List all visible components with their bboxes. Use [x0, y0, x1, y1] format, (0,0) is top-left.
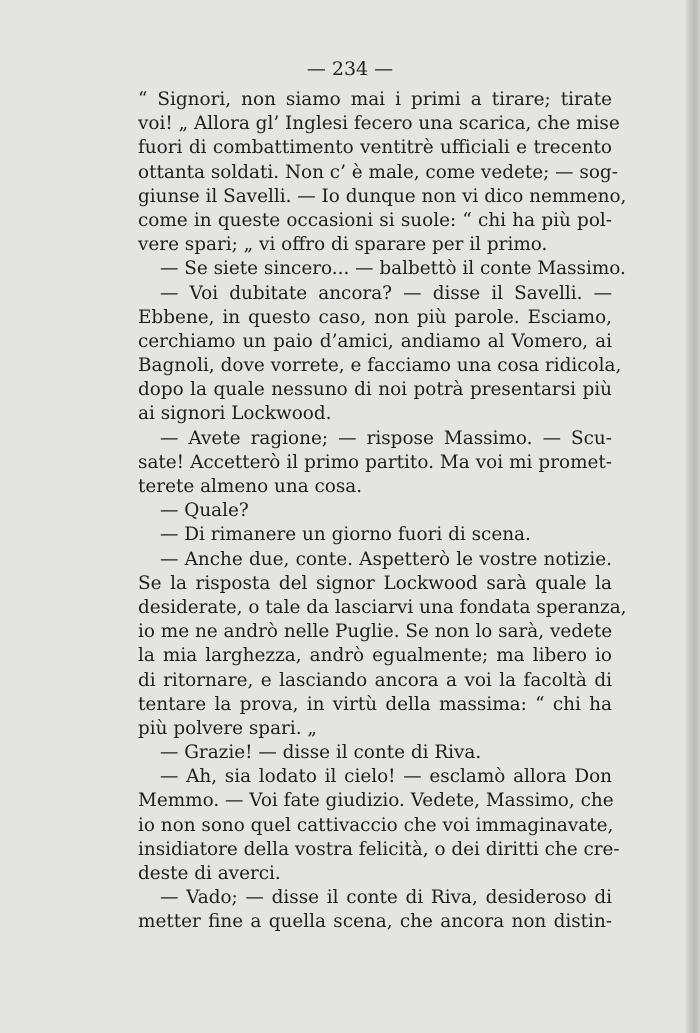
text-line: dopo la quale nessuno di noi potrà presentarsi più	[138, 379, 612, 401]
text-line: Se la risposta del signor Lockwood sarà quale la	[138, 572, 612, 594]
body-text	[138, 88, 627, 935]
text-line: — Ah, sia lodato il cielo! — esclamò allora Don	[160, 766, 612, 788]
text-line: — Di rimanere un giorno fuori di scena.	[160, 524, 531, 546]
text-line: deste di averci.	[138, 863, 281, 884]
text-line: — Anche due, conte. Aspetterò le vostre notizie.	[160, 548, 612, 570]
text-line: ottanta soldati. Non c’ è male, come vedete; — sog-	[138, 161, 618, 183]
text-line: insidiatore della vostra felicità, o dei diritti che cre-	[138, 838, 620, 860]
text-line: ai signori Lockwood.	[138, 403, 332, 425]
text-line: voi! „ Allora gl’ Inglesi fecero una scarica, che mise	[138, 113, 620, 135]
text-line: cerchiamo un paio d’amici, andiamo al Vomero, ai	[138, 330, 612, 352]
text-line: la mia larghezza, andrò egualmente; ma libero io	[138, 645, 612, 667]
text-line: — Vado; — disse il conte di Riva, desideroso di	[160, 887, 612, 909]
text-line: Memmo. — Voi fate giudizio. Vedete, Massimo, che	[138, 790, 614, 812]
text-line: — Se siete sincero... — balbettò il conte Massimo.	[160, 258, 626, 280]
text-line: più polvere spari. „	[138, 717, 317, 739]
text-line: — Voi dubitate ancora? — disse il Savelli. —	[160, 282, 612, 304]
text-line: Bagnoli, dove vorrete, e facciamo una cosa ridicola,	[138, 355, 622, 377]
text-line: giunse il Savelli. — Io dunque non vi dico nemmeno,	[138, 185, 627, 207]
text-line: — Grazie! — disse il conte di Riva.	[160, 742, 482, 764]
text-line: sate! Accetterò il primo partito. Ma voi mi promet-	[138, 451, 612, 473]
text-line: desiderate, o tale da lasciarvi una fondata speranza,	[138, 596, 627, 618]
text-line: metter fine a quella scena, che ancora non distin-	[138, 911, 612, 933]
text-line: fuori di combattimento ventitrè ufficiali e trecento	[138, 137, 612, 159]
text-line: terete almeno una cosa.	[138, 476, 363, 497]
text-line: di ritornare, e lasciando ancora a voi la facoltà di	[138, 669, 612, 691]
text-line: vere spari; „ vi offro di sparare per il primo.	[138, 234, 548, 256]
text-line: io non sono quel cattivaccio che voi immaginavate,	[138, 814, 614, 836]
text-line: tentare la prova, in virtù della massima: “ chi ha	[138, 693, 612, 715]
text-line: io me ne andrò nelle Puglie. Se non lo sarà, vedete	[138, 621, 613, 643]
page-edge	[686, 0, 700, 1033]
page-number: — 234 —	[306, 58, 394, 80]
text-line: — Quale?	[160, 500, 249, 522]
text-line: come in queste occasioni si suole: “ chi ha più pol-	[138, 209, 612, 231]
text-line: Ebbene, in questo caso, non più parole. Esciamo,	[138, 306, 612, 328]
text-line: — Avete ragione; — rispose Massimo. — Scu-	[160, 427, 612, 449]
text-line: “ Signori, non siamo mai i primi a tirare; tirate	[138, 89, 612, 110]
